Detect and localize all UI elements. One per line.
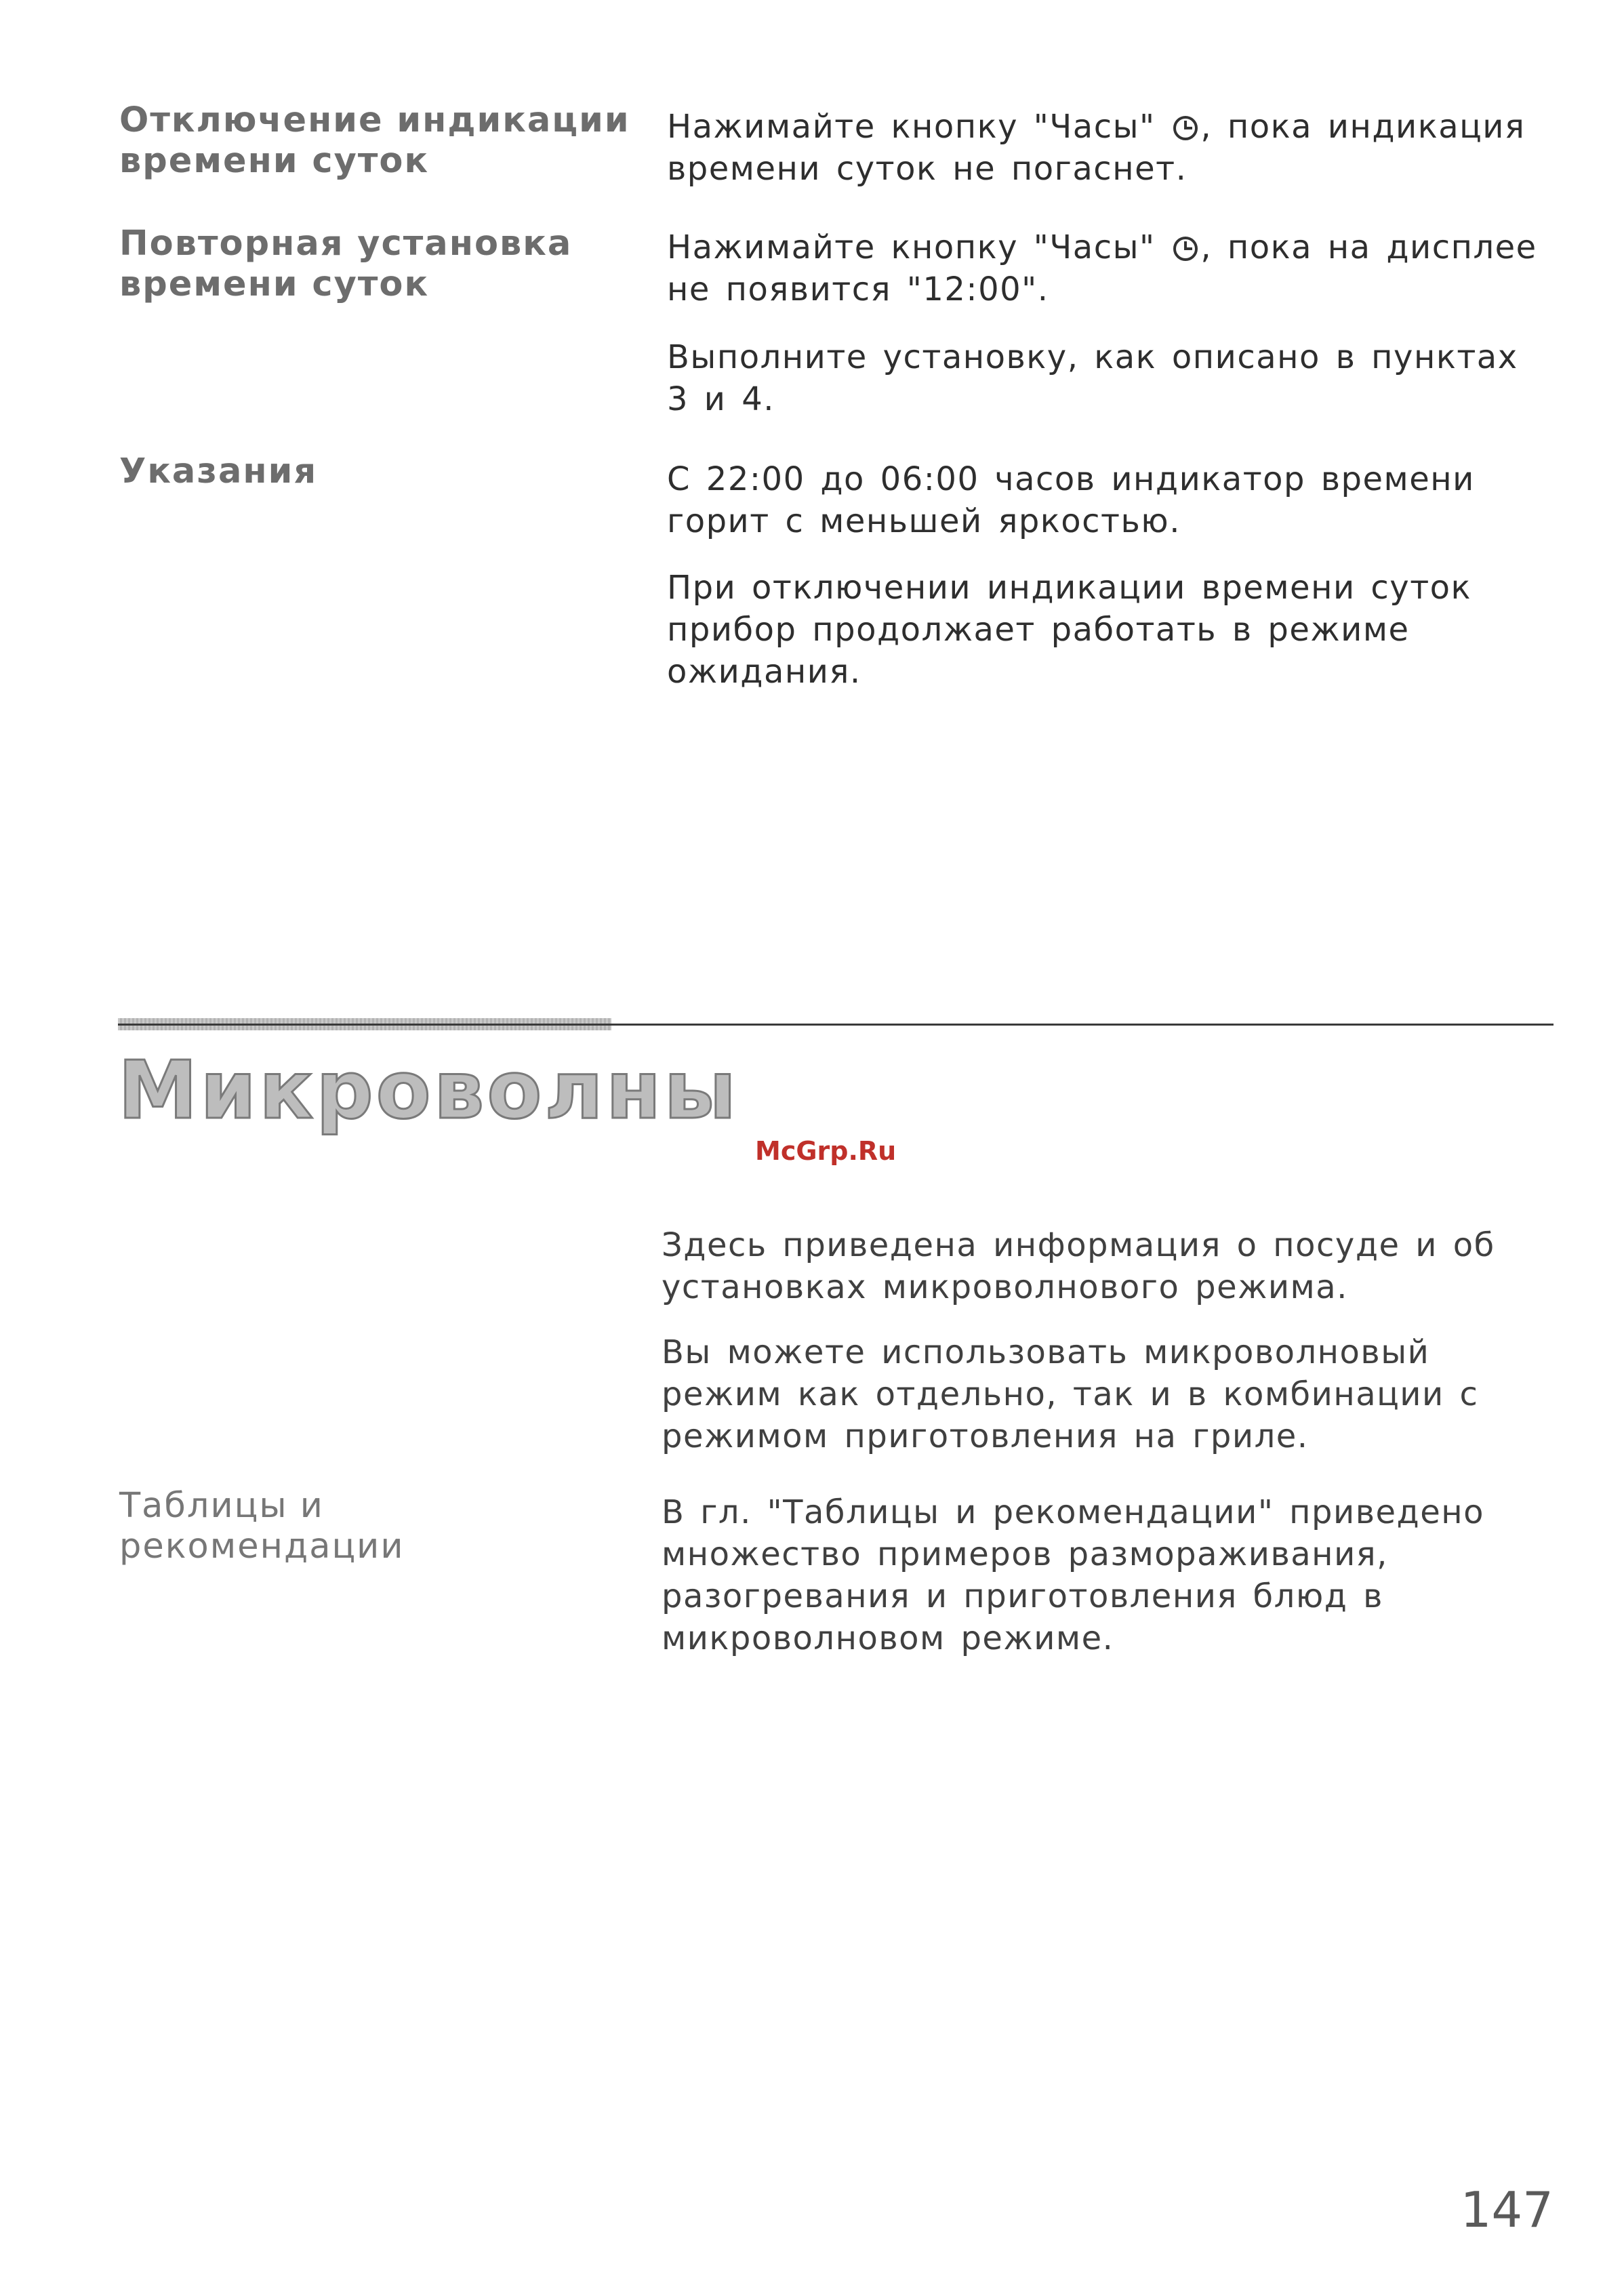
heading-notes: Указания <box>119 451 318 491</box>
paragraph-standby-mode: При отключении индикации времени суток прибор продолжает работать в режиме ожидания. <box>667 569 1472 691</box>
clock-icon <box>1173 237 1198 261</box>
paragraph-text-end: , пока индикация времени суток не погаснет. <box>667 108 1526 188</box>
paragraph-setup-steps: Выполните установку, как описано в пунктах 3 и 4. <box>667 338 1518 418</box>
clock-icon <box>1173 116 1198 140</box>
paragraph-microwave-info: Здесь приведена информация о посуде и об установках микроволнового режима. <box>662 1226 1495 1306</box>
paragraph-tables-recommendations: В гл. "Таблицы и рекомендации" приведено множество примеров размораживания, разогревания и приготовления блюд в микроволновом режиме. <box>662 1493 1484 1657</box>
paragraph-reset-clock <box>667 226 1548 310</box>
heading-disable-clock-display: Отключение индикации времени суток <box>119 100 630 181</box>
section-title-microwave: Микроволны <box>118 1043 739 1137</box>
watermark: McGrp.Ru <box>755 1136 897 1166</box>
paragraph-microwave-combined: Вы можете использовать микроволновый режим как отдельно, так и в комбинации с режимом приготовления на гриле. <box>662 1333 1479 1455</box>
paragraph-night-brightness: С 22:00 до 06:00 часов индикатор времени горит с меньшей яркостью. <box>667 460 1475 540</box>
heading-tables-recommendations: Таблицы и рекомендации <box>119 1486 405 1567</box>
paragraph-text-start: Нажимайте кнопку "Часы" <box>667 108 1156 146</box>
section-divider-line <box>118 1024 1554 1026</box>
page-number: 147 <box>1460 2181 1554 2238</box>
heading-reset-clock: Повторная установка времени суток <box>119 224 573 304</box>
paragraph-disable-clock-display <box>667 106 1548 190</box>
paragraph-text-start: Нажимайте кнопку "Часы" <box>667 228 1156 266</box>
paragraph-text-end: , пока на дисплее не появится "12:00". <box>667 228 1537 308</box>
